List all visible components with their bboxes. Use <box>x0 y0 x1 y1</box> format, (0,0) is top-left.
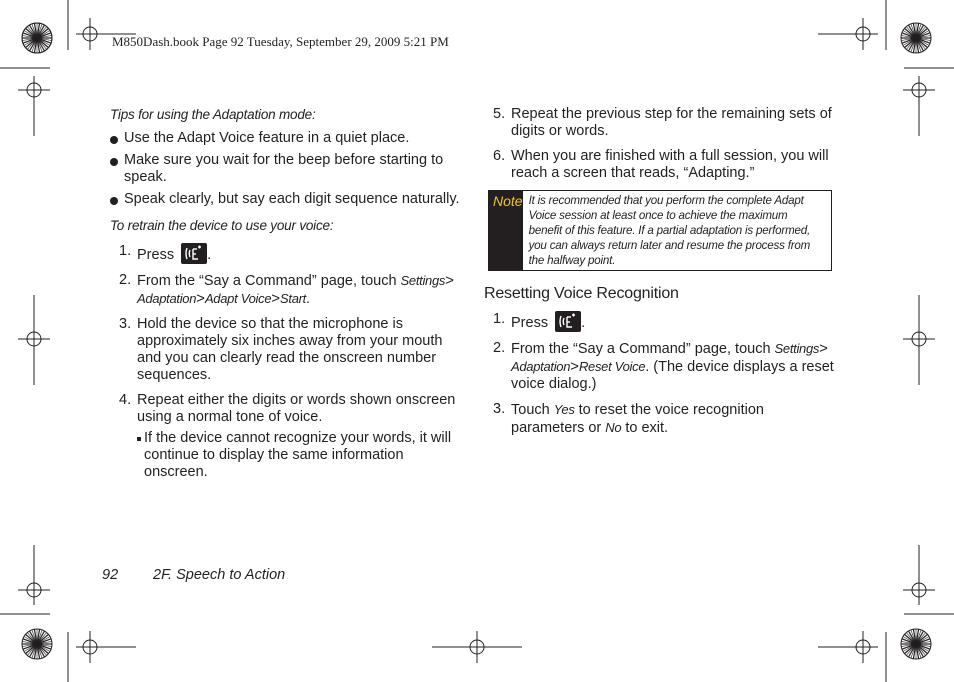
no-label: No <box>605 420 622 435</box>
step-1: 1. Press . <box>119 243 212 263</box>
start-label: Start <box>280 291 306 306</box>
voice-command-key-icon <box>181 243 207 264</box>
section-title: Resetting Voice Recognition <box>484 285 679 302</box>
reset-step-3: 3. Touch Yes to reset the voice recognition parameters or No to exit. <box>493 401 764 436</box>
page-number: 92 <box>102 567 119 583</box>
step-5: 5. Repeat the previous step for the remaining sets of digits or words. <box>493 106 832 139</box>
reset-step-2: 2. From the “Say a Command” page, touch Settings> Adaptation>Reset Voice. (The device displays a reset voice dialog.) <box>493 340 834 392</box>
section-footer: 2F. Speech to Action <box>153 567 286 583</box>
right-column <box>484 106 834 445</box>
tip-item: Use the Adapt Voice feature in a quiet place. <box>110 130 465 147</box>
retrain-heading: To retrain the device to use your voice: <box>110 218 334 233</box>
tip-item: Make sure you wait for the beep before starting to speak. <box>110 152 465 186</box>
note-text: It is recommended that you perform the complete Adapt Voice session at least once to achieve the maximum benefit of this feature. If a partial adaptation is performed, you can always return later and resume the process from the halfway point. <box>528 194 811 267</box>
step-4: 4. Repeat either the digits or words shown onscreen using a normal tone of voice. <box>119 392 456 425</box>
voice-command-key-icon <box>555 311 581 332</box>
step-2: 2. From the “Say a Command” page, touch Settings> Adaptation>Adapt Voice>Start. <box>119 272 454 307</box>
reset-step-1: 1. Press . <box>493 311 586 331</box>
step-4-subnote: If the device cannot recognize your words, it will continue to display the same information onscreen. <box>110 430 465 481</box>
tips-heading: Tips for using the Adaptation mode: <box>110 107 316 122</box>
settings-menu-label: Settings <box>400 273 446 288</box>
note-label: Note <box>489 191 523 270</box>
reset-voice-menu-label: Reset Voice <box>578 359 646 374</box>
note-box <box>488 190 832 271</box>
step-3: 3. Hold the device so that the microphone is approximately six inches away from your mouth and you can clearly read the onscreen number sequences. <box>119 316 443 383</box>
adaptation-menu-label: Adaptation <box>137 291 197 306</box>
adaptation-menu-label: Adaptation <box>511 359 571 374</box>
file-info-header: M850Dash.book Page 92 Tuesday, September 29, 2009 5:21 PM <box>112 34 449 49</box>
yes-label: Yes <box>553 402 575 417</box>
settings-menu-label: Settings <box>774 341 820 356</box>
tip-item: Speak clearly, but say each digit sequence naturally. <box>110 191 465 208</box>
step-6: 6. When you are finished with a full session, you will reach a screen that reads, “Adapting.” <box>493 148 829 181</box>
adapt-voice-menu-label: Adapt Voice <box>204 291 272 306</box>
left-column <box>110 106 465 481</box>
